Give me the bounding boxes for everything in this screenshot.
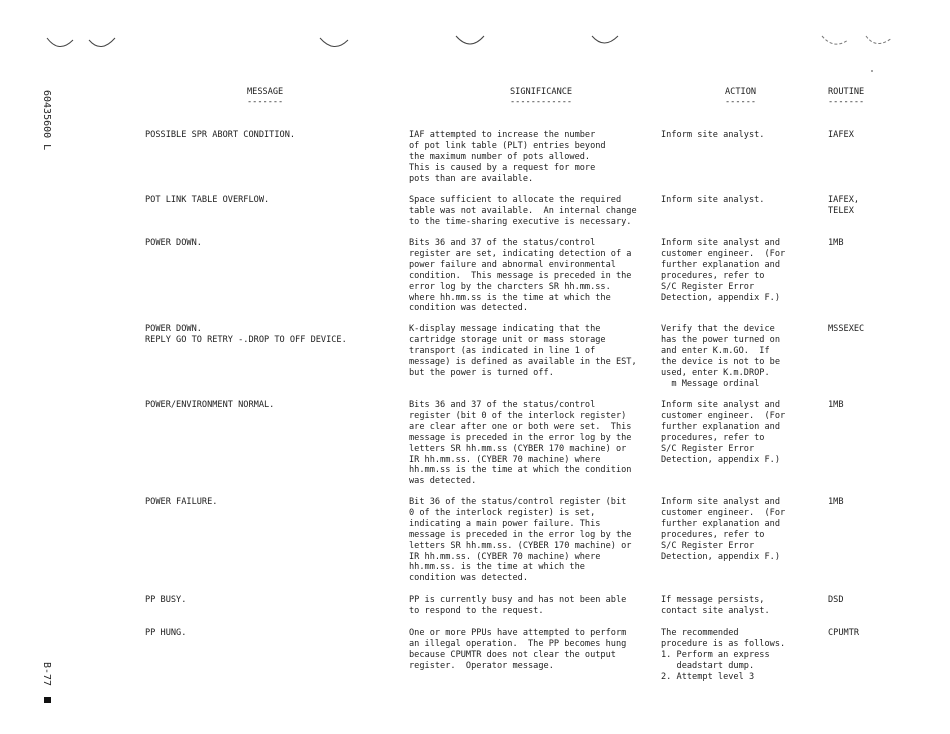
row-4-routine: MSSEXEC — [828, 324, 865, 334]
header-routine-label: ROUTINE — [828, 87, 865, 97]
row-8-message: PP HUNG. — [145, 628, 187, 638]
header-message-underline: ------- — [247, 96, 284, 107]
binder-hole-mark-3 — [454, 34, 488, 50]
row-7-routine: DSD — [828, 595, 844, 605]
row-7-message: PP BUSY. — [145, 595, 187, 605]
header-action — [725, 87, 756, 106]
row-1-significance: IAF attempted to increase the number of pot link table (PLT) entries beyond the maximum number of pots allowed. This is caused by a request for more pots than are available. — [409, 130, 606, 184]
binder-hole-mark-5 — [820, 34, 896, 50]
row-8-action: The recommended procedure is as follows. 1. Perform an express deadstart dump. 2. Attempt level 3 — [661, 628, 786, 682]
row-3-message: POWER DOWN. — [145, 238, 202, 248]
row-6-message: POWER FAILURE. — [145, 497, 218, 507]
row-3-significance: Bits 36 and 37 of the status/control register are set, indicating detection of a power failure and abnormal environmental condition. This message is preceded in the error log by the charcters SR hh.mm.ss. where hh.mm.ss is the time at which the condition was detected. — [409, 238, 632, 314]
header-action-label: ACTION — [725, 87, 757, 97]
row-6-routine: 1MB — [828, 497, 844, 507]
binder-hole-mark-1 — [45, 36, 125, 54]
header-significance-label: SIGNIFICANCE — [510, 87, 573, 97]
row-6-significance: Bit 36 of the status/control register (bit 0 of the interlock register) is set, indicating a main power failure. This message is preceded in the error log by the letters SR hh.mm.ss. (CYBER 170 machine) or IR hh.mm.ss. (CYBER 70 machine) where hh.mm.ss. is the time at which the condition was detected. — [409, 497, 632, 584]
header-routine-underline: ------- — [828, 96, 865, 107]
row-4-significance: K-display message indicating that the cartridge storage unit or mass storage transport (as indicated in line 1 of message) is defined as available in the EST, but the power is turned off. — [409, 324, 637, 378]
row-8-significance: One or more PPUs have attempted to perform an illegal operation. The PP becomes hung because CPUMTR does not clear the output register. Operator message. — [409, 628, 627, 671]
header-action-underline: ------ — [725, 96, 757, 107]
row-2-routine: IAFEX, TELEX — [828, 195, 860, 216]
page-edge-mark — [44, 697, 51, 703]
row-3-action: Inform site analyst and customer engineer. (For further explanation and procedures, refer to S/C Register Error Detection, appendix F.) — [661, 238, 786, 303]
document-number-label: 60435600 L — [41, 90, 52, 151]
row-2-action: Inform site analyst. — [661, 195, 765, 205]
row-1-message: POSSIBLE SPR ABORT CONDITION. — [145, 130, 296, 140]
row-2-message: POT LINK TABLE OVERFLOW. — [145, 195, 270, 205]
speck-mark — [871, 70, 873, 72]
row-2-significance: Space sufficient to allocate the required table was not available. An internal change to the time-sharing executive is necessary. — [409, 195, 637, 227]
row-1-action: Inform site analyst. — [661, 130, 765, 140]
header-message-label: MESSAGE — [247, 87, 284, 97]
page-number-label: B-77 — [41, 662, 52, 687]
binder-hole-mark-4 — [590, 34, 624, 50]
row-5-action: Inform site analyst and customer engineer. (For further explanation and procedures, refer to S/C Register Error Detection, appendix F.) — [661, 400, 786, 465]
row-4-message: POWER DOWN. REPLY GO TO RETRY -.DROP TO OFF DEVICE. — [145, 324, 347, 345]
row-1-routine: IAFEX — [828, 130, 854, 140]
header-message — [247, 87, 283, 106]
row-7-action: If message persists, contact site analyst. — [661, 595, 770, 616]
row-5-significance: Bits 36 and 37 of the status/control register (bit 0 of the interlock register) are clear after one or both were set. This message is preceded in the error log by the letters SR hh.mm.ss (CYBER 170 machine) or IR hh.mm.ss. (CYBER 70 machine) where hh.mm.ss is the time at which the condition was detected. — [409, 400, 632, 487]
binder-hole-mark-2 — [318, 36, 352, 52]
row-5-message: POWER/ENVIRONMENT NORMAL. — [145, 400, 275, 410]
row-4-action: Verify that the device has the power turned on and enter K.m.GO. If the device is not to be used, enter K.m.DROP. m Message ordinal — [661, 324, 780, 389]
row-3-routine: 1MB — [828, 238, 844, 248]
row-8-routine: CPUMTR — [828, 628, 860, 638]
header-significance — [510, 87, 572, 106]
row-7-significance: PP is currently busy and has not been able to respond to the request. — [409, 595, 627, 616]
row-6-action: Inform site analyst and customer engineer. (For further explanation and procedures, refer to S/C Register Error Detection, appendix F.) — [661, 497, 786, 562]
header-routine — [828, 87, 864, 106]
row-5-routine: 1MB — [828, 400, 844, 410]
header-significance-underline: ------------ — [510, 96, 573, 107]
